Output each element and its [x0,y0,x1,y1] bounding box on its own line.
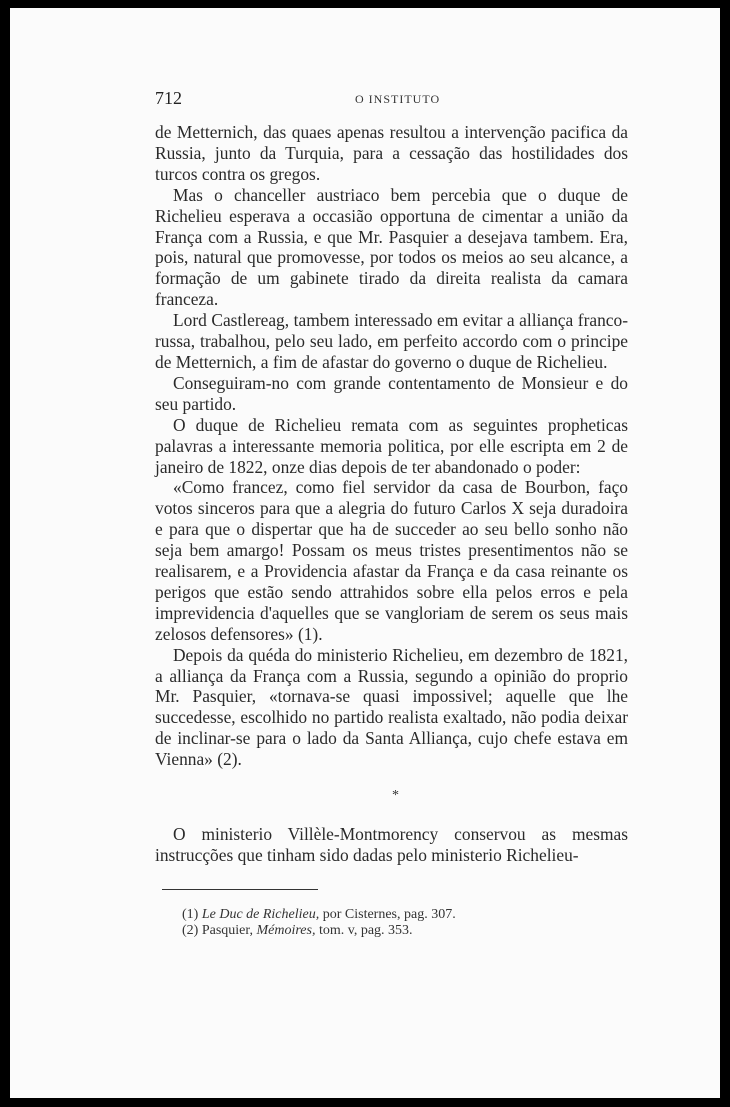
main-text-continued [155,824,628,866]
paragraph: de Metternich, das quaes apenas resultou a intervenção pacifica da Russia, junto da Turquia, para a cessação das hostilidades dos turcos contra os gregos. [155,122,628,184]
footnote-title: Mémoires, [256,923,316,938]
footnote-marker: (2) [182,923,199,938]
footnote [182,907,602,923]
paragraph: Lord Castlereag, tambem interessado em evitar a alliança franco-russa, trabalhou, pelo seu lado, em perfeito accordo com o principe de Metternich, a fim de afastar do governo o duque de Richelieu. [155,310,628,372]
footnotes [182,907,602,939]
footnote-title: Le Duc de Richelieu, [201,907,320,922]
footnote-rule [162,889,318,890]
paragraph: Depois da quéda do ministerio Richelieu, em dezembro de 1821, a alliança da França com a Russia, segundo a opinião do proprio Mr. Pasquier, «tornava-se quasi impossivel; aquelle que lhe succedesse, escolhido no partido realista exaltado, não podia deixar de inclinar-se para o lado da Santa Alliança, cujo chefe estava em Vienna» (2). [155,644,628,770]
quotation-paragraph: «Como francez, como fiel servidor da casa de Bourbon, faço votos sinceros para que a alegria do futuro Carlos X seja duradoira e para que o dispertar que ha de succeder ao seu bello sonho não seja bem amargo! Possam os meus tristes presentimentos não se realisarem, e a Providencia afastar da França e da casa reinante os perigos que estão sendo attrahidos sobre ella pelos erros e pela imprevidencia d'aquelles que se vangloriam de serem os seus mais zelosos defensores» (1). [155,477,628,644]
footnote-author: Pasquier, [201,923,257,938]
footnote-marker: (1) [182,907,199,922]
paragraph: O ministerio Villèle-Montmorency conservou as mesmas instrucções que tinham sido dadas pelo ministerio Richelieu- [155,824,628,865]
page-header [155,88,635,112]
section-separator: * [392,788,399,803]
page-number: 712 [155,88,182,108]
footnote-citation: tom. v, pag. 353. [315,923,413,938]
main-text [155,122,628,770]
paragraph: O duque de Richelieu remata com as seguintes propheticas palavras a interessante memoria politica, por elle escripta em 2 de janeiro de 1822, onze dias depois de ter abandonado o poder: [155,414,628,477]
footnote [182,923,602,939]
paragraph: Mas o chanceller austriaco bem percebia que o duque de Richelieu esperava a occasião opportuna de cimentar a união da França com a Russia, e que Mr. Pasquier a desejava tambem. Era, pois, natural que promovesse, por todos os meios ao seu alcance, a formação de um gabinete tirado da direita realista da camara franceza. [155,184,628,310]
paragraph: Conseguiram-no com grande contentamento de Monsieur e do seu partido. [155,372,628,414]
footnote-citation: por Cisternes, pag. 307. [319,907,456,922]
running-title: O INSTITUTO [355,92,441,106]
